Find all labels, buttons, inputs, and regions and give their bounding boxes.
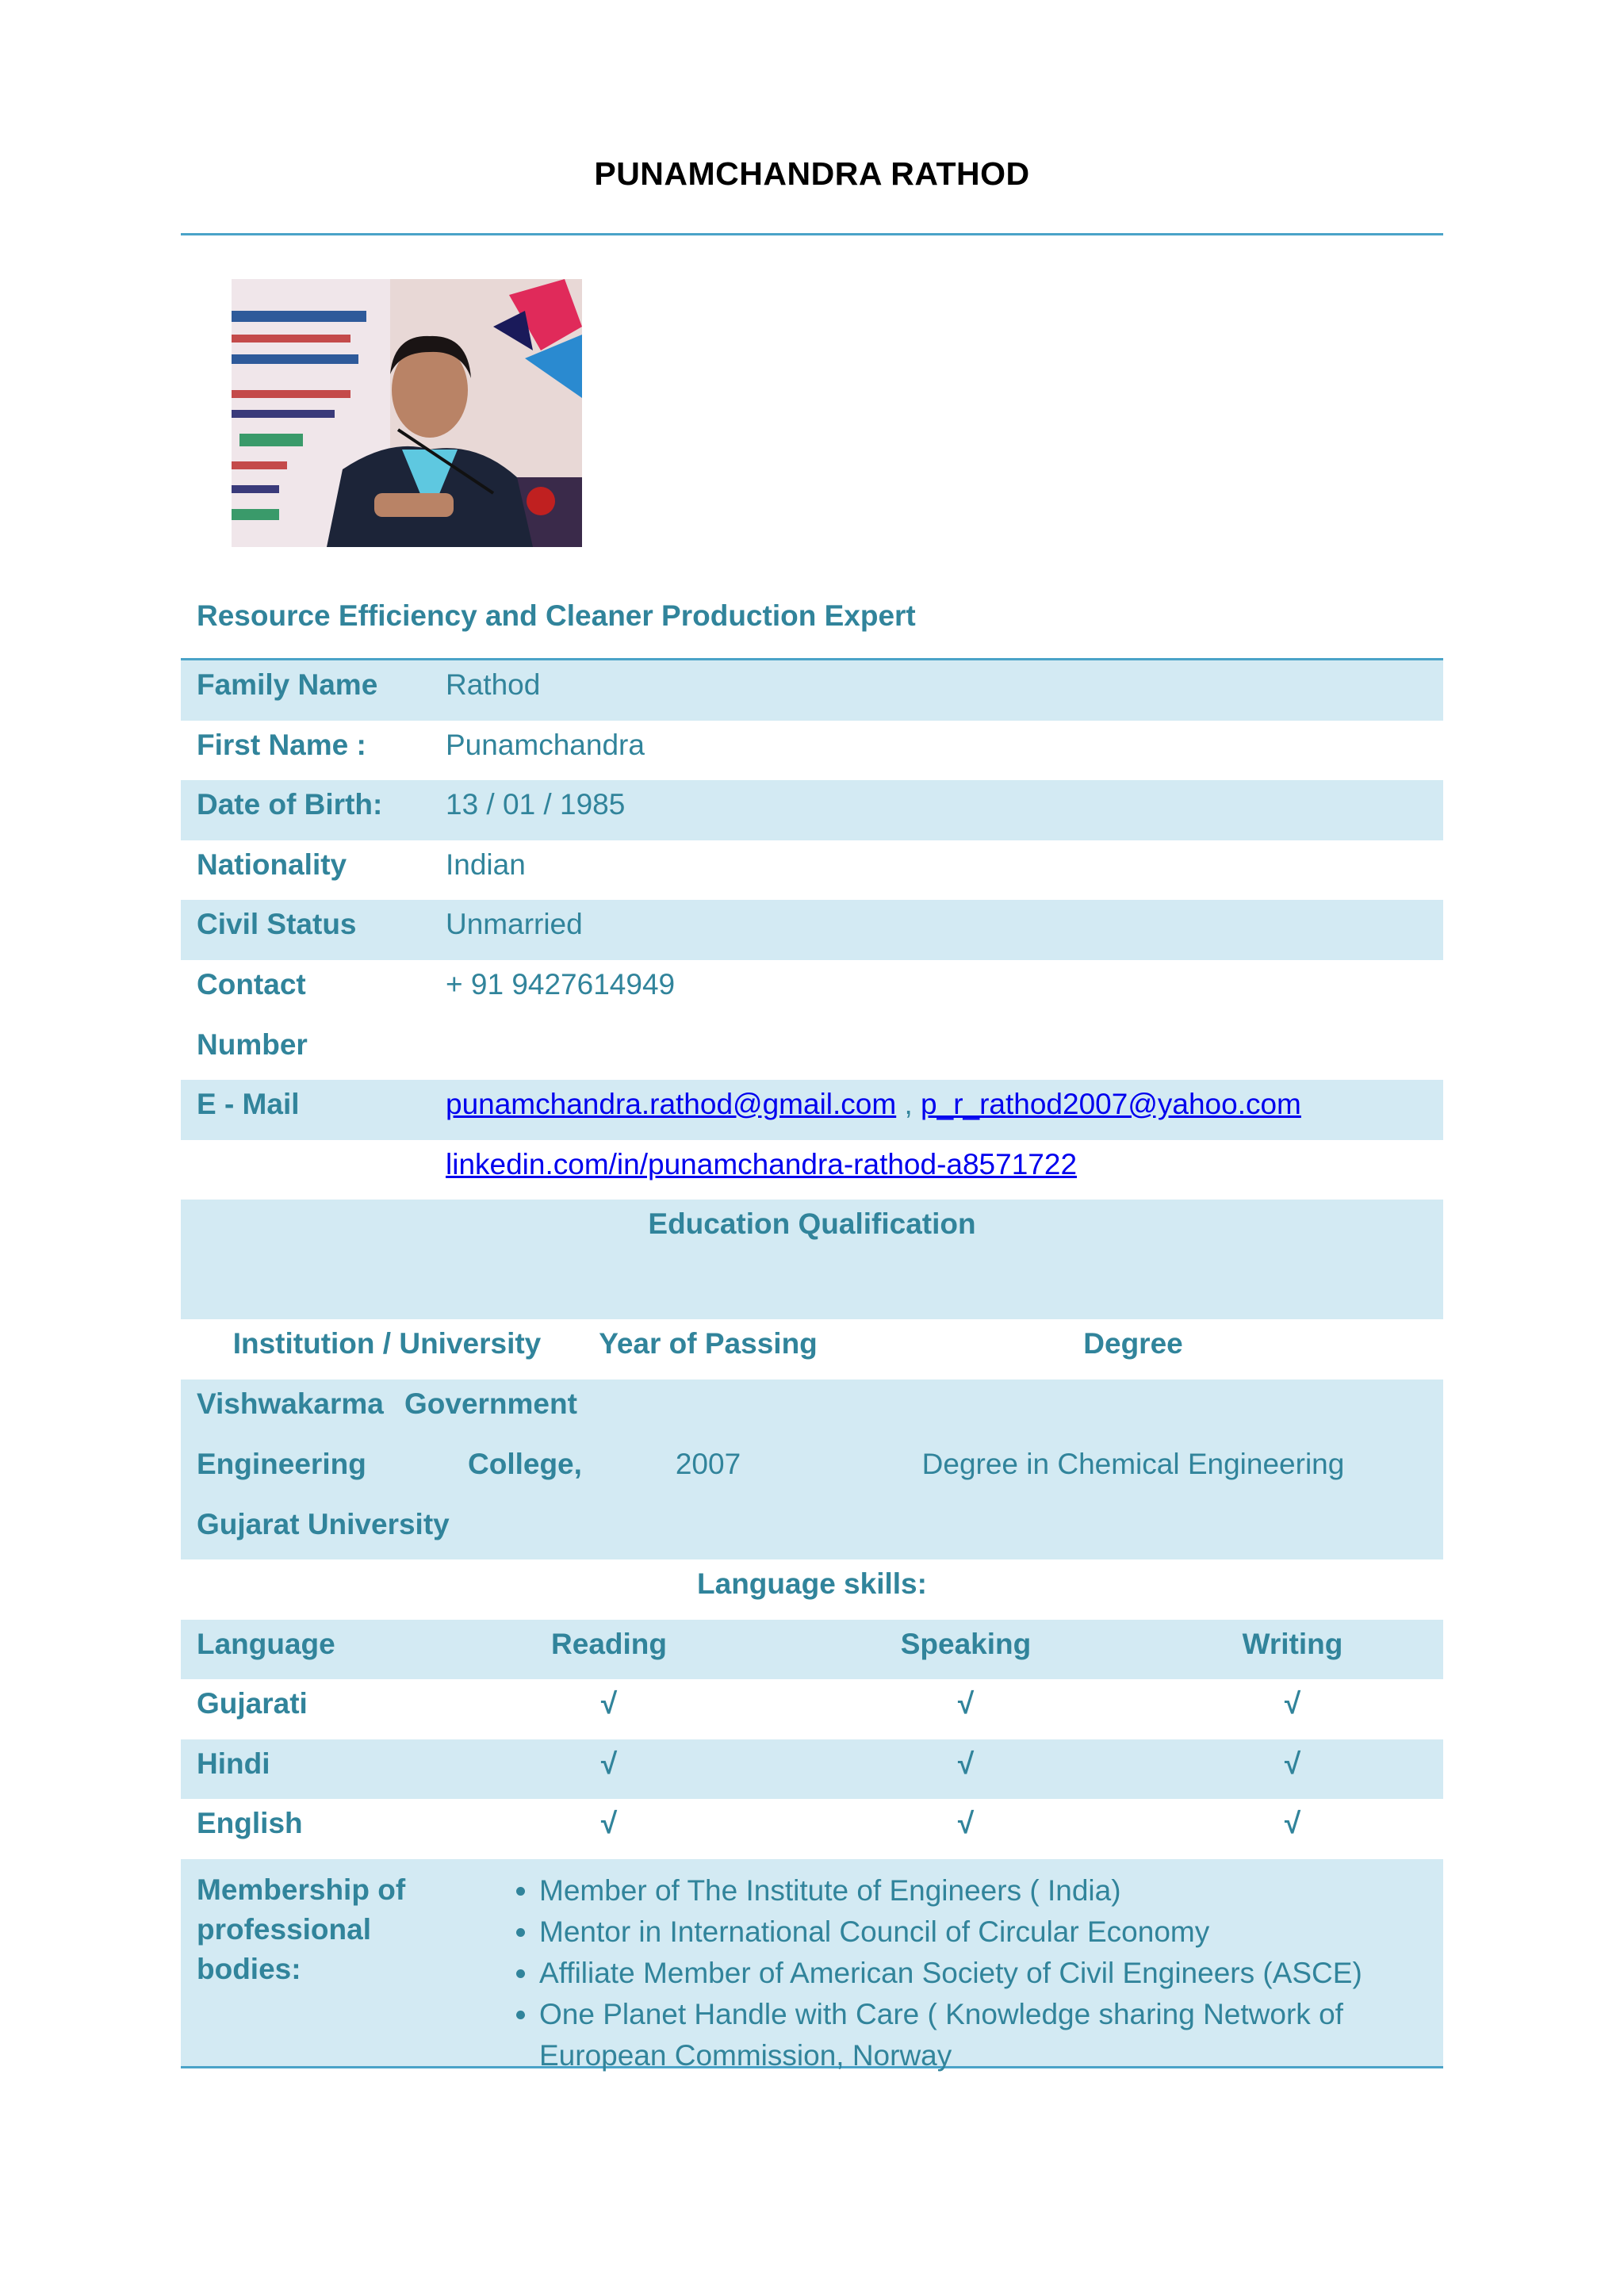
reading-check-icon: √ [600,1687,618,1720]
membership-item: • Affiliate Member of American Society of Civil Engineers (ASCE) [539,1953,1427,1994]
language-row [181,1799,1443,1859]
education-header-row [181,1319,1443,1380]
contact-row [181,960,1443,1080]
first-name-row [181,721,1443,780]
email-label: E - Mail [197,1088,300,1120]
membership-list [490,1870,1427,2076]
col-reading: Reading [551,1628,667,1660]
membership-label-line3: bodies: [197,1953,301,1985]
membership-row [181,1859,1443,2072]
language-header-row [181,1620,1443,1679]
writing-check-icon: √ [1284,1747,1301,1780]
col-speaking: Speaking [900,1628,1032,1660]
membership-item: • Mentor in International Council of Circular Economy [539,1911,1427,1953]
institution-line2b: College, [468,1448,582,1480]
cv-table [181,658,1443,2072]
col-degree: Degree [1083,1327,1183,1360]
email-link-yahoo[interactable]: p_r_rathod2007@yahoo.com [921,1088,1301,1120]
first-name-value: Punamchandra [446,729,645,761]
email-values [446,1088,1301,1121]
writing-check-icon: √ [1284,1687,1301,1720]
col-writing: Writing [1242,1628,1343,1660]
membership-label-line1: Membership of [197,1873,406,1906]
institution-line3: Gujarat University [197,1508,450,1540]
profile-headline: Resource Efficiency and Cleaner Production Expert [197,599,916,632]
email-link-gmail[interactable]: punamchandra.rathod@gmail.com [446,1088,897,1120]
speaking-check-icon: √ [957,1807,975,1839]
language-row [181,1739,1443,1799]
email-separator: , [896,1088,921,1120]
first-name-label: First Name : [197,729,366,761]
language-heading-row [181,1559,1443,1620]
email-row [181,1080,1443,1140]
col-language: Language [197,1628,335,1660]
language-heading: Language skills: [697,1567,927,1600]
contact-label-line2: Number [197,1028,308,1061]
profile-photo [232,279,582,547]
language-row [181,1679,1443,1739]
institution-line2a: Engineering [197,1448,366,1480]
education-heading: Education Qualification [648,1207,976,1240]
civil-status-label: Civil Status [197,908,357,940]
membership-label [197,1870,405,1989]
col-institution: Institution / University [232,1327,542,1360]
linkedin-value [446,1148,1077,1181]
family-name-label: Family Name [197,668,378,701]
institution-line1b: Government [404,1387,577,1420]
title-divider [181,233,1443,235]
language-name: Gujarati [197,1687,308,1720]
family-name-row [181,660,1443,721]
education-row [181,1380,1443,1559]
language-name: Hindi [197,1747,270,1780]
degree-value: Degree in Chemical Engineering [921,1448,1345,1480]
education-heading-row [181,1200,1443,1319]
linkedin-row [181,1140,1443,1200]
speaking-check-icon: √ [957,1747,975,1780]
membership-item: • Member of The Institute of Engineers ( India) [539,1870,1427,1911]
membership-label-line2: professional [197,1913,371,1946]
institution-line1a: Vishwakarma [197,1387,384,1420]
linkedin-link[interactable]: linkedin.com/in/punamchandra-rathod-a8571722 [446,1148,1078,1181]
reading-check-icon: √ [600,1807,618,1839]
dob-value: 13 / 01 / 1985 [446,788,626,821]
membership-item: • One Planet Handle with Care ( Knowledge sharing Network of European Commission, Norway [539,1994,1427,2076]
reading-check-icon: √ [600,1747,618,1780]
writing-check-icon: √ [1284,1807,1301,1839]
year-value: 2007 [675,1448,741,1480]
speaking-check-icon: √ [957,1687,975,1720]
nationality-row [181,840,1443,900]
page-title: PUNAMCHANDRA RATHOD [594,155,1030,192]
family-name-value: Rathod [446,668,541,701]
contact-value: + 91 9427614949 [446,968,676,1001]
civil-status-value: Unmarried [446,908,583,940]
civil-status-row [181,900,1443,960]
col-year: Year of Passing [599,1327,818,1360]
nationality-label: Nationality [197,848,347,881]
language-name: English [197,1807,303,1839]
dob-row [181,780,1443,840]
dob-label: Date of Birth: [197,788,383,821]
contact-label-line1: Contact [197,968,306,1001]
nationality-value: Indian [446,848,526,881]
